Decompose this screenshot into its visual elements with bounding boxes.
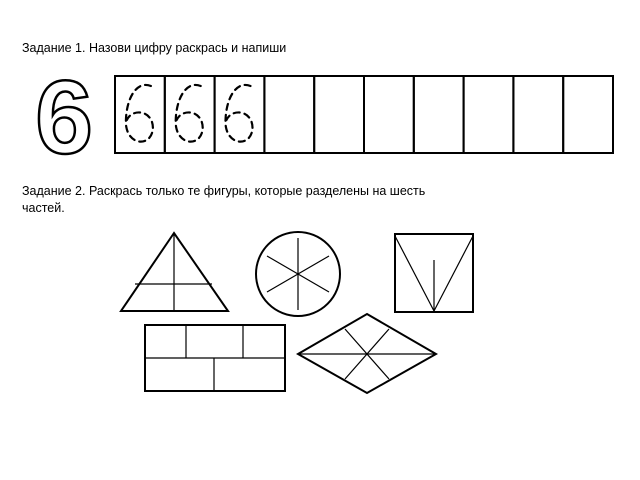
- dotted-six-tracing: [126, 85, 153, 142]
- writing-cell[interactable]: [563, 76, 613, 153]
- writing-cell[interactable]: [314, 76, 364, 153]
- writing-cell[interactable]: [464, 76, 514, 153]
- dotted-six-tracing: [226, 85, 253, 142]
- writing-cells: [115, 76, 613, 153]
- figure-rectangle[interactable]: [145, 325, 285, 391]
- figure-circle[interactable]: [256, 232, 340, 316]
- task-2-instruction: Задание 2. Раскрась только те фигуры, которые разделены на шесть частей.: [22, 184, 426, 215]
- writing-cell[interactable]: [513, 76, 563, 153]
- figure-rhombus[interactable]: [298, 314, 436, 393]
- writing-cell[interactable]: [414, 76, 464, 153]
- figure-square[interactable]: [395, 234, 473, 312]
- task-1-instruction: Задание 1. Назови цифру раскрась и напиши: [22, 41, 287, 55]
- outlined-digit-six: 6: [35, 60, 93, 176]
- dotted-six-tracing: [176, 85, 203, 142]
- writing-cell[interactable]: [264, 76, 314, 153]
- figure-triangle[interactable]: [121, 233, 228, 311]
- writing-cell[interactable]: [364, 76, 414, 153]
